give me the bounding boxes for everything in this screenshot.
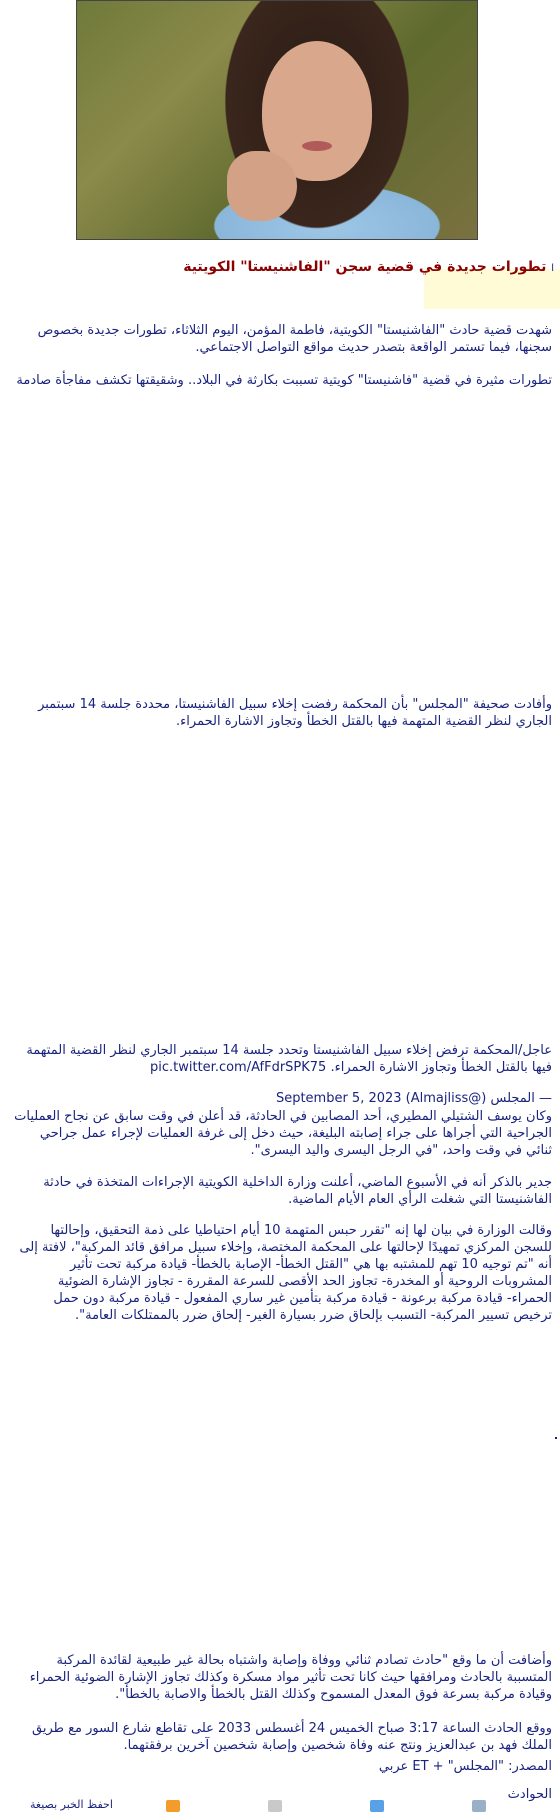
tweet-text: [12, 1042, 552, 1076]
article-title-text: تطورات جديدة في قضية سجن "الفاشنيستا" الكويتية: [183, 259, 547, 275]
paragraph-4: وكان يوسف الشتيلي المطيري، أحد المصابين في الحادثة، قد أعلن في وقت سابق عن نجاح العمليات الجراحية التي أجراها على جراء إصابته البليغة، حيث دخل إلى غرفة العمليات لإجراء عمل جراحي ثنائي في وقت واحد، "في الرجل اليسرى واليد اليسرى".: [14, 1109, 552, 1158]
tweet-attribution: — المجلس (@Almajliss) September 5, 2023: [275, 1091, 552, 1106]
article-toolbar: [0, 1796, 560, 1816]
paragraph-5: جدير بالذكر أنه في الأسبوع الماضي، أعلنت وزارة الداخلية الكويتية الإجراءات المتخذة في حادثة الفاشنيستا التي شغلت الرأي العام الأيام الماضية.: [43, 1175, 552, 1207]
photo-lips: [302, 141, 332, 151]
paragraph-7: وأضافت أن ما وقع "حادث تصادم ثنائي ووفاة وإصابة واشتباه بحالة غير طبيعية لقائدة المركبة المتسببة بالحادث ومرافقها حيث كانا تحت تأثير مواد مسكرة وكذلك تجاوز الإشارة الضوئية الحمراء وقيادة مركبة بسرعة فوق المعدل المسموح وكذلك القتل بالخطأ والاصابة بالخطأ".: [29, 1653, 552, 1702]
save-as-label[interactable]: احفظ الخبر بصيغة: [30, 1798, 113, 1811]
paragraph-3: وأفادت صحيفة "المجلس" بأن المحكمة رفضت إخلاء سبيل الفاشنيستا، محددة جلسة 14 سبتمبر الجاري لنظر القضية المتهمة فيها بالقتل الخطأ وتجاوز الاشارة الحمراء.: [38, 697, 552, 729]
stray-dot: [555, 1437, 557, 1439]
article-title[interactable]: [183, 259, 554, 275]
paragraph-6: وقالت الوزارة في بيان لها إنه "تقرر حبس المتهمة 10 أيام احتياطيا على ذمة التحقيق، وإحالتها للسجن المركزي تمهيدًا لإحالتها على المحكمة المختصة، وإخلاء سبيل مرافق قائد المركبة"، لافتة إلى أنه "تم توجيه 10 تهم للمشتبه بها هي "القتل الخطأ- الإصابة بالخطأ- قيادة مركبة تحت تأثير المشروبات الروحية أو المخدرة- تجاوز الحد الأقصى للسرعة المقررة - تجاوز الإشارة الضوئية الحمراء- قيادة مركبة برعونة - قيادة مركبة بتأمين غير ساري المفعول - قيادة مركبة دون حمل ترخيص تسيير المركبة- التسبب بإلحاق ضرر بسيارة الغير- إلحاق ضرر بالممتلكات العامة".: [19, 1223, 552, 1323]
email-icon[interactable]: [370, 1800, 384, 1812]
title-marker: ا: [551, 263, 554, 274]
paragraph-2: تطورات مثيرة في قضية "فاشنيستا" كويتية تسببت بكارثة في البلاد.. وشقيقتها تكشف مفاجأة صادمة: [16, 373, 552, 388]
news-source: المصدر: "المجلس" + ET عربي: [378, 1759, 552, 1774]
photo-hand: [227, 151, 297, 221]
article-photo: [76, 0, 478, 240]
word-icon[interactable]: [166, 1800, 180, 1812]
news-category[interactable]: الحوادث: [507, 1787, 552, 1802]
paragraph-1: شهدت قضية حادث "الفاشنيستا" الكويتية، فاطمة المؤمن، اليوم الثلاثاء، تطورات جديدة بخصوص سجنها، فيما تستمر الواقعة بتصدر حديث مواقع التواصل الاجتماعي.: [37, 323, 552, 355]
tweet-body: عاجل/المحكمة ترفض إخلاء سبيل الفاشنيستا وتحدد جلسة 14 سبتمبر الجاري لنظر القضية المتهمة فيها بالقتل الخطأ وتجاوز الاشارة الحمراء.: [26, 1043, 552, 1075]
print-icon[interactable]: [268, 1800, 282, 1812]
title-bar: [0, 255, 560, 309]
title-highlight: [424, 269, 560, 309]
share-icon[interactable]: [472, 1800, 486, 1812]
tweet-link[interactable]: pic.twitter.com/AfFdrSPK75: [149, 1060, 327, 1075]
paragraph-8: ووقع الحادث الساعة 3:17 صباح الخميس 24 أغسطس 2033 على تقاطع شارع السور مع طريق الملك فهد بن عبدالعزيز ونتج عنه وفاة شخصين وإصابة شخصين آخرين برفقتهما.: [32, 1721, 552, 1753]
